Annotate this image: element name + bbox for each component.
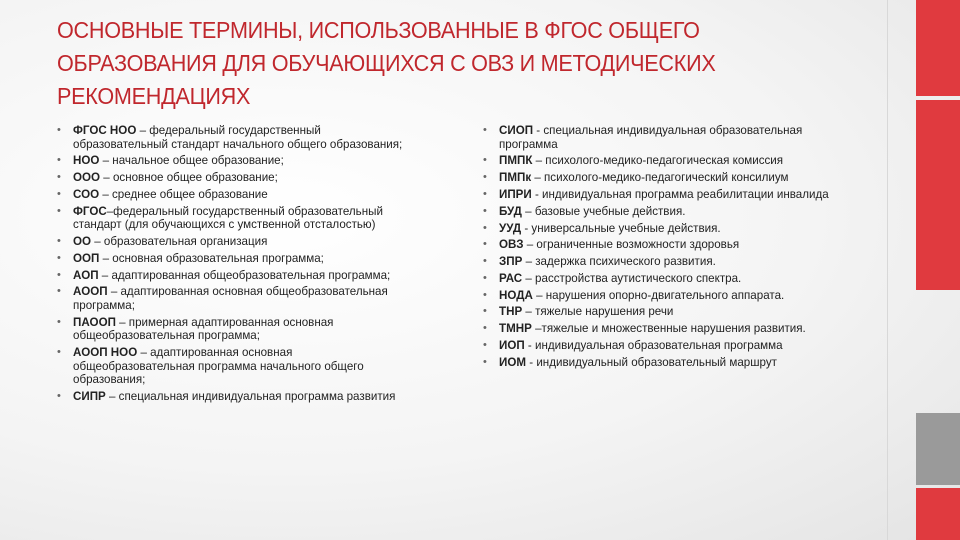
term-definition: – начальное общее образование; <box>99 154 284 168</box>
list-item <box>483 272 853 286</box>
list-item <box>57 285 417 312</box>
term-definition: – психолого-медико-педагогический консилиум <box>531 171 789 185</box>
term-abbr: ОВЗ <box>499 238 524 252</box>
term-definition: – расстройства аутистического спектра. <box>522 271 742 285</box>
title-line-3: РЕКОМЕНДАЦИЯХ <box>57 83 251 109</box>
list-item <box>57 316 417 343</box>
right-term-list <box>483 124 853 373</box>
term-abbr: УУД <box>499 221 522 235</box>
list-item <box>57 346 417 387</box>
term-abbr: ПМПк <box>499 171 532 185</box>
term-definition: – среднее общее образование <box>99 187 268 201</box>
list-item <box>483 222 853 236</box>
term-abbr: АООП НОО <box>73 346 138 360</box>
sidebar-red-block-top <box>916 0 960 96</box>
list-item <box>483 255 853 269</box>
list-item <box>483 238 853 252</box>
decorative-sidebar <box>916 0 960 540</box>
term-definition: - специальная индивидуальная образовательная программа <box>499 124 803 151</box>
term-definition: - индивидуальный образовательный маршрут <box>526 355 777 369</box>
term-definition: – тяжелые нарушения речи <box>522 305 674 319</box>
title-line-2: ОБРАЗОВАНИЯ ДЛЯ ОБУЧАЮЩИХСЯ С ОВЗ И МЕТОДИЧЕСКИХ <box>57 50 716 76</box>
term-definition: – базовые учебные действия. <box>521 204 686 218</box>
list-item <box>483 154 853 168</box>
term-definition: - индивидуальная программа реабилитации инвалида <box>531 187 829 201</box>
vertical-divider <box>887 0 888 540</box>
term-definition: – примерная адаптированная основная общеобразовательная программа; <box>73 315 334 343</box>
sidebar-red-block-bottom <box>916 488 960 540</box>
list-item <box>483 322 853 336</box>
list-item <box>483 305 853 319</box>
list-item <box>57 205 417 232</box>
term-abbr: АОП <box>73 268 99 282</box>
list-item <box>57 390 417 404</box>
list-item <box>483 339 853 353</box>
term-abbr: ТНР <box>499 305 523 319</box>
list-item <box>57 269 417 283</box>
term-abbr: ЗПР <box>499 255 523 269</box>
term-definition: – основная образовательная программа; <box>99 251 324 265</box>
term-abbr: НОДА <box>499 288 533 302</box>
term-definition: –тяжелые и множественные нарушения развития. <box>531 322 806 336</box>
list-item <box>483 124 853 151</box>
term-abbr: ООП <box>73 251 100 265</box>
term-abbr: ИПРИ <box>499 187 532 201</box>
term-definition: – специальная индивидуальная программа развития <box>105 390 396 404</box>
term-abbr: ООО <box>73 171 101 185</box>
term-abbr: ОО <box>73 235 92 249</box>
sidebar-red-block-middle <box>916 100 960 290</box>
term-abbr: АООП <box>73 285 108 299</box>
term-abbr: ПАООП <box>73 315 116 329</box>
sidebar-gray-block <box>916 413 960 485</box>
list-item <box>483 356 853 370</box>
term-abbr: СОО <box>73 187 100 201</box>
term-abbr: СИОП <box>499 124 534 137</box>
list-item <box>57 188 417 202</box>
list-item <box>57 235 417 249</box>
term-definition: – адаптированная основная общеобразовательная программа начального общего образования; <box>73 346 364 387</box>
term-definition: - универсальные учебные действия. <box>521 221 721 235</box>
title-line-1: ОСНОВНЫЕ ТЕРМИНЫ, ИСПОЛЬЗОВАННЫЕ В ФГОС ОБЩЕГО <box>57 17 700 43</box>
term-abbr: ТМНР <box>499 322 532 336</box>
term-definition: – основное общее образование; <box>100 171 278 185</box>
term-abbr: ПМПК <box>499 154 533 168</box>
term-definition: - индивидуальная образовательная программа <box>524 338 783 352</box>
term-definition: – федеральный государственный образовательный стандарт начального общего образования; <box>73 124 403 151</box>
list-item <box>57 252 417 266</box>
list-item <box>57 124 417 151</box>
list-item <box>483 171 853 185</box>
list-item <box>483 188 853 202</box>
term-abbr: ИОМ <box>499 355 527 369</box>
term-abbr: ФГОС НОО <box>73 124 137 137</box>
term-abbr: СИПР <box>73 390 106 404</box>
list-item <box>483 289 853 303</box>
left-term-list <box>57 124 417 407</box>
term-abbr: РАС <box>499 271 523 285</box>
term-abbr: ИОП <box>499 338 525 352</box>
term-abbr: НОО <box>73 154 100 168</box>
term-definition: –федеральный государственный образовательный стандарт (для обучающихся с умственной отсталостью) <box>73 204 383 232</box>
term-definition: – задержка психического развития. <box>522 255 716 269</box>
list-item <box>57 171 417 185</box>
term-definition: – образовательная организация <box>91 235 268 249</box>
list-item <box>483 205 853 219</box>
term-abbr: ФГОС <box>73 204 107 218</box>
term-definition: – нарушения опорно-двигательного аппарата. <box>532 288 785 302</box>
term-definition: – психолого-медико-педагогическая комиссия <box>532 154 784 168</box>
slide-title <box>57 14 811 113</box>
term-definition: – адаптированная основная общеобразовательная программа; <box>73 285 388 313</box>
term-definition: – адаптированная общеобразовательная программа; <box>98 268 391 282</box>
term-definition: – ограниченные возможности здоровья <box>523 238 740 252</box>
term-abbr: БУД <box>499 204 522 218</box>
list-item <box>57 154 417 168</box>
